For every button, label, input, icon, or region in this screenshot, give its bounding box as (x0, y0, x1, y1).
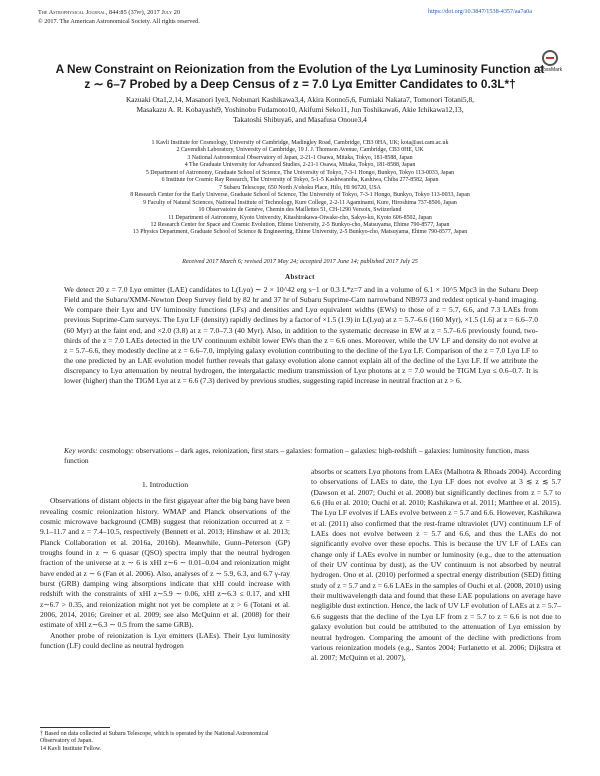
journal-citation: The Astrophysical Journal, 844:85 (37pp), 2017 July 20 (38, 9, 181, 16)
footnote: † Based on data collected at Subaru Telescope, which is operated by the National Astronomical Observatory of Japan. (40, 731, 269, 745)
left-column (40, 480, 290, 652)
affiliation: 8 Research Center for the Early Universe, Graduate School of Science, The University of Tokyo, 7-3-1 Hongo, Bunkyo, Tokyo 113-0033, Japan (130, 192, 470, 199)
title-line-2: z ∼ 6–7 Probed by a Deep Census of z = 7.0 Lyα Emitter Candidates to 0.3L*† (84, 77, 516, 91)
doi-link[interactable]: https://doi.org/10.3847/1538-4357/aa7a0a (427, 8, 532, 15)
paper-title (30, 62, 570, 92)
authors-line-3: Takatoshi Shibuya6, and Masafusa Onoue3,4 (233, 114, 367, 124)
title-line-1: A New Constraint on Reionization from the Evolution of the Lyα Luminosity Function at (55, 62, 545, 76)
authors-line-1: Kazuaki Ota1,2,14, Masanori Iye3, Nobunari Kashikawa3,4, Akira Konno5,6, Fumiaki Nakata7, Tomonori Totani5,8, (125, 95, 475, 104)
received-dates: Received 2017 March 6; revised 2017 May 24; accepted 2017 June 14; published 2017 July 25 (182, 258, 418, 265)
keywords-text: cosmology: observations – dark ages, reionization, first stars – galaxies: formation – galaxies: high-redshift – galaxies: luminosity function, mass function (64, 446, 530, 465)
journal-header (38, 8, 200, 26)
copyright-notice: © 2017. The American Astronomical Society. All rights reserved. (38, 18, 200, 25)
affiliation: 3 National Astronomical Observatory of Japan, 2-21-1 Osawa, Mitaka, Tokyo, 181-8588, Japan (187, 154, 413, 161)
footnotes (40, 731, 290, 753)
affiliation: 2 Cavendish Laboratory, University of Cambridge, 19 J. J. Thomson Avenue, Cambridge, CB3 0HE, UK (176, 147, 424, 154)
paragraph: Another probe of reionization is Lyα emitters (LAEs). Their Lyα luminosity function (LF) could decline as neutral hydrogen (40, 630, 290, 651)
footnote-divider (40, 727, 110, 728)
affiliation-list (40, 140, 560, 237)
affiliation: 5 Department of Astronomy, Graduate School of Science, The University of Tokyo, 7-3-1 Hongo, Bunkyo, Tokyo 113-0033, Japan (145, 169, 455, 176)
paragraph: absorbs or scatters Lyα photons from LAEs (Malhotra & Rhoads 2004). According to observations of LAEs to date, the Lyα LF does not evolve at 3 ≲ z ≲ 5.7 (Dawson et al. 2007; Ouchi et al. 2008) but significantly declines from z = 5.7 to 6.6 (Hu et al. 2010; Ouchi et al. 2010; Kashikawa et al. 2011; Matthee et al. 2015). The Lyα LF evolves if LAEs evolve between z = 5.7 and 6.6. However, Kashikawa et al. (2011) also confirmed that the rest-frame ultraviolet (UV) continuum LF of LAEs does not evolve between z = 5.7 and 6.6, and thus the LAEs do not significantly evolve over these epochs. This is because the UV LF of LAEs can change only if LAEs evolve in number or luminosity (e.g., due to the attenuation of their UV continua by dust), as the UV continuum is not absorbed by neutral hydrogen. Ono et al. (2010) performed a spectral energy distribution (SED) fitting study of z = 5.7 and z = 6.6 LAEs in the samples of Ouchi et al. (2008, 2010) using their multiwavelength data and found that these LAE populations on average have negligible dust extinction. Hence, the lack of UV LF evolution of LAEs at z = 5.7–6.6 suggests that the decline of the Lyα LF from z = 5.7 to z = 6.6 is not due to galaxy evolution but could be attributed to the attenuation of Lyα emission by neutral hydrogen. Comparing the amount of the decline with predictions from various reionization models (e.g., Santos 2004; Furlanetto et al. 2006; Dijkstra et al. 2007; McQuinn et al. 2007), (311, 467, 561, 663)
affiliation: 7 Subaru Telescope, 650 North A'ohoku Place, Hilo, HI 96720, USA (219, 184, 381, 191)
abstract-text: We detect 20 z = 7.0 Lyα emitter (LAE) candidates to L(Lyα) ∼ 2 × 10^42 erg s−1 or 0.3 L*z=7 and in a volume of 6.1 × 10^5 Mpc3 in the Subaru Deep Field and the Subaru/XMM-Newton Deep Survey field by 82 hr and 37 hr of Subaru Suprime-Cam narrowband NB973 and reddest optical y-band imaging. We compare their Lyα and UV luminosity functions (LFs) and densities and Lyα equivalent widths (EWs) to those of z = 5.7, 6.6, and 7.3 LAEs from previous Suprime-Cam surveys. The Lyα LF (density) rapidly declines by a factor of ×1.5 (1.9) in L(Lyα) at z = 5.7–6.6 (160 Myr), ×1.5 (1.6) at z = 6.6–7.0 (60 Myr) at the faint end, and ×2.0 (3.8) at z = 7.0–7.3 (40 Myr). Also, in addition to the systematic decrease in EW at z = 5.7–6.6 previously found, two-thirds of the z = 7.0 LAEs detected in the UV continuum exhibit lower EWs than the z = 6.6 ones. Moreover, while the UV LF and density do not evolve at z = 5.7–6.6, they modestly decline at z = 6.6–7.0, implying galaxy evolution contributing to the decline of the Lyα LF. Comparison of the z = 7.0 Lyα LF to the one predicted by an LAE evolution model further reveals that galaxy evolution alone cannot explain all of the decline of the Lyα LF. If we attribute the discrepancy to Lyα attenuation by neutral hydrogen, the intergalactic medium transmission of Lyα photons at z = 7.0 would be TIGM Lyα ≤ 0.6–0.7. It is lower (higher) than the TIGM Lyα at z = 6.6 (7.3) derived by previous studies, suggesting rapid increase in neutral fraction at z > 6. (64, 285, 538, 386)
keywords (64, 446, 538, 466)
affiliation: 9 Faculty of Natural Sciences, National Institute of Technology, Kure College, 2-2-11 Agaminami, Kure, Hiroshima 737-8506, Japan (143, 199, 457, 206)
right-column (311, 467, 561, 664)
author-list (40, 95, 560, 124)
affiliation: 6 Institute for Cosmic Ray Research, The University of Tokyo, 5-1-5 Kashiwanoha, Kashiwa, Chiba 277-8582, Japan (161, 177, 439, 184)
authors-line-2: Masakazu A. R. Kobayashi9, Yoshinobu Fudamoto10, Akifumi Seko11, Jun Toshikawa6, Akie Ichikawa12,13, (136, 104, 464, 114)
abstract-heading: Abstract (284, 273, 316, 281)
section-heading: 1. Introduction (141, 480, 189, 489)
affiliation: 10 Observatoire de Genève, Chemin des Maillettes 51, CH-1290 Versoix, Switzerland (198, 207, 402, 214)
paragraph: Observations of distant objects in the first gigayear after the big bang have been revealing cosmic reionization history. WMAP and Planck observations of the cosmic microwave background (CMB) suggest that reionization occurred at z = 9.1–11.7 and z = 7.4–10.5, respectively (Bennett et al. 2013; Hinshaw et al. 2013; Planck Collaboration et al. 2016a, 2016b). Meanwhile, Gunn–Peterson (GP) troughs found in z ∼ 6 quasar (QSO) spectra imply that the neutral hydrogen fraction of the universe at z ∼ 6 is xHI z∼6 ∼ 0.01–0.04 and reionization might have ended at z ∼ 6 (Fan et al. 2006). Also, analyses of z ∼ 5.9, 6.3, and 6.7 γ-ray burst (GRB) damping wing absorptions indicate that xHI could increase with redshift with the constraints of xHI z∼5.9 ∼ 0.06, xHI z∼6.3 ≤ 0.17, and xHI z∼6.7 > 0.35, and reionization might not yet be complete at z > 6 (Totani et al. 2006, 2014, 2016; Greiner et al. 2009; see also McQuinn et al. (2008) for their estimate of xHI z∼6.3 ∼ 0.5 from the same GRB). (40, 496, 290, 630)
affiliation: 11 Department of Astronomy, Kyoto University, Kitashirakawa-Oiwake-cho, Sakyo-ku, Kyoto 606-8502, Japan (168, 214, 432, 221)
affiliation: 4 The Graduate University for Advanced Studies, 2-21-1 Osawa, Mitaka, Tokyo, 181-8588, Japan (184, 162, 416, 169)
affiliation: 13 Physics Department, Graduate School of Science & Engineering, Ehime University, 2-5 Bunkyo-cho, Matsuyama, Ehime 790-8577, Japan (132, 229, 468, 236)
affiliation: 1 Kavli Institute for Cosmology, University of Cambridge, Madingley Road, Cambridge, CB3 0HA, UK; kota@ast.cam.ac.uk (151, 140, 449, 146)
crossmark-label: CrossMark (537, 67, 563, 73)
affiliation: 12 Research Center for Space and Cosmic Evolution, Ehime University, 2-5 Bunkyo-cho, Matsuyama, Ehime 790-8577, Japan (150, 221, 450, 228)
footnote: 14 Kavli Institute Fellow. (40, 745, 102, 752)
keywords-label: Key words: (64, 446, 98, 455)
